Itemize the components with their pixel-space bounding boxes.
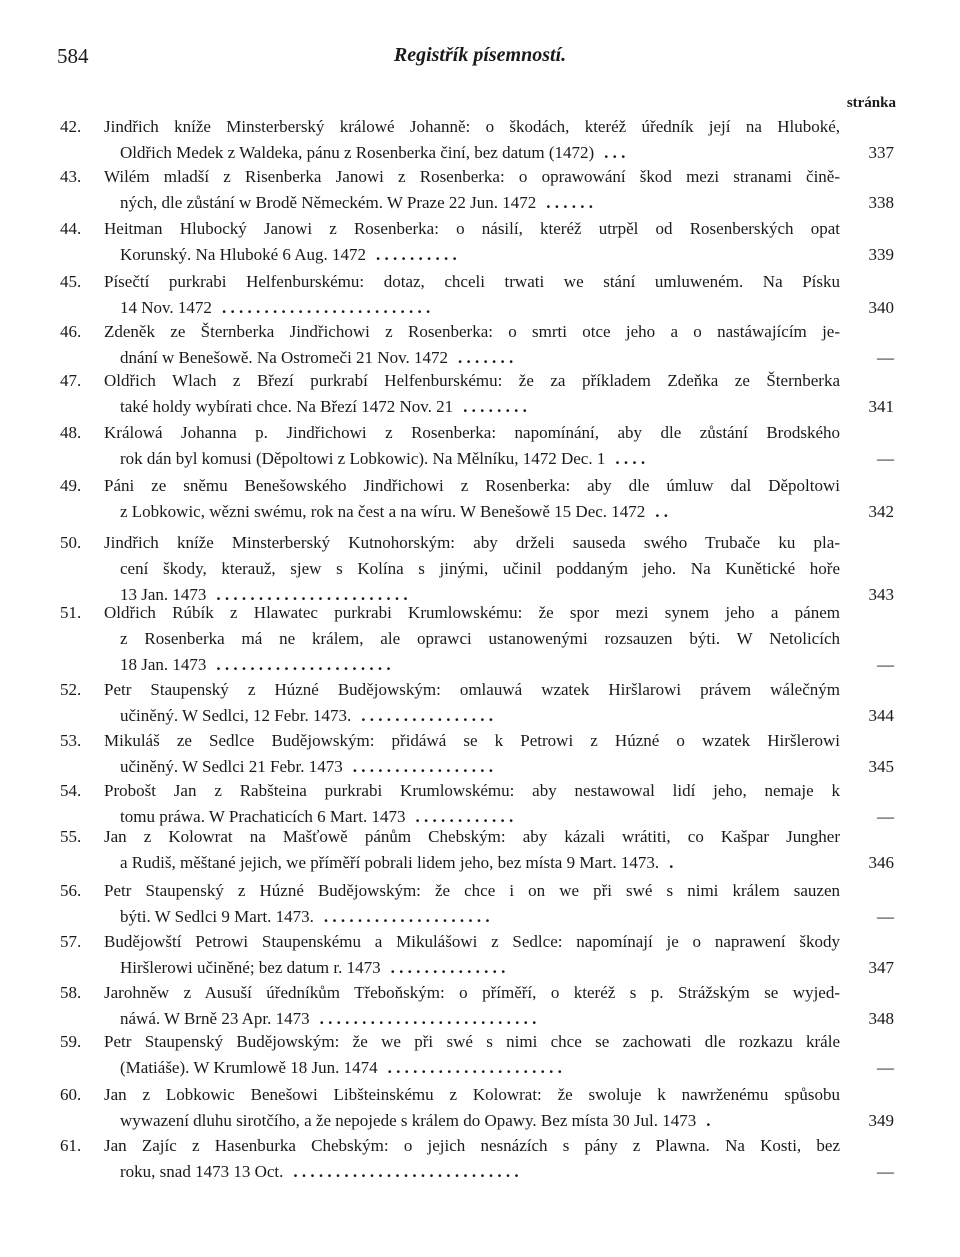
leader-dots: . . . . . . . . . . [376, 245, 457, 264]
leader-dots: . . . . [615, 449, 646, 468]
page-reference: — [877, 907, 894, 926]
page-reference: — [877, 449, 894, 468]
leader-dots: . . [655, 502, 669, 521]
entry-number: 55. [60, 827, 82, 846]
page-reference: 338 [868, 193, 894, 212]
page-reference: — [877, 1162, 894, 1181]
entry-text-line: Zdeněk ze Šternberka Jindřichowi z Rosenberka: o smrti otce jeho a o nastáwajícím je- [104, 322, 840, 341]
leader-dots: . [669, 853, 674, 872]
entry-number: 53. [60, 731, 82, 750]
page-reference: 349 [868, 1111, 894, 1130]
entry-text-line: rok dán byl komusi (Děpoltowi z Lobkowic). Na Mělníku, 1472 Dec. 1 [120, 449, 606, 468]
leader-dots: . . . . . . . . [463, 397, 527, 416]
page-number: 584 [57, 44, 89, 68]
entry-text-line: tomu práwa. W Prachaticích 6 Mart. 1473 [120, 807, 406, 826]
page-reference: 345 [868, 757, 894, 776]
entry-text-line: Jarohněw z Ausuší úředníkům Třeboňským: o příměří, o kteréž s p. Strážským se wyjed- [104, 983, 840, 1002]
entry-text-line: Wilém mladší z Risenberka Janowi z Rosenberka: o oprawowání škod mezi stranami čině- [104, 167, 840, 186]
page-reference: 343 [868, 585, 894, 604]
entry-number: 58. [60, 983, 82, 1002]
entry-text-line: Probošt Jan z Rabšteina purkrabi Krumlowskému: aby nestawowal lidí jeho, nemaje k [104, 781, 840, 800]
entry-text-line: Korunský. Na Hluboké 6 Aug. 1472 [120, 245, 367, 264]
entry-number: 43. [60, 167, 82, 186]
entry-text-line: wywazení dluhu sirotčího, a že nepojede s králem do Opawy. Bez místa 30 Jul. 1473 [120, 1111, 697, 1130]
entry-text-line: Králowá Johanna p. Jindřichowi z Rosenberka: napomínání, aby dle zůstání Brodského [104, 423, 840, 442]
leader-dots: . . . . . . . . . . . . . . . . . . . . [323, 907, 490, 926]
entry-text-line: Petr Staupenský Budějowským: že we při swé s nimi chce se zachowati dle rozkazu krále [104, 1032, 840, 1051]
entry-text-line: Oldřich Rúbík z Hlawatec purkrabi Krumlowskému: že spor mezi synem jeho a pánem [104, 603, 840, 622]
leader-dots: . . . . . . . . . . . . . . . . . [352, 757, 493, 776]
entry-text-line: Páni ze sněmu Benešowského Jindřichowi z Rosenberka: aby dle úmluw dal Děpoltowi [104, 476, 840, 495]
entry-text-line: dnání w Benešowě. Na Ostromeči 21 Nov. 1472 [120, 348, 448, 367]
entry-text-line: Oldřich Medek z Waldeka, pánu z Rosenberka činí, bez datum (1472) [120, 143, 595, 162]
leader-dots: . . . . . . . . . . . . . . . . [361, 706, 493, 725]
entry-text-line: z Lobkowic, wězni swému, rok na čest a na wíru. W Benešowě 15 Dec. 1472 [120, 502, 646, 521]
entry-number: 51. [60, 603, 82, 622]
entry-text-line: 18 Jan. 1473 [120, 655, 207, 674]
entry-number: 45. [60, 272, 82, 291]
entry-text-line: Mikuláš ze Sedlce Budějowským: přidáwá se k Petrowi z Húzné o wzatek Hiršlerowi [104, 731, 840, 750]
entry-text-line: z Rosenberka má ne králem, ale oprawci ustanowenými rozsauzen býti. W Netolicích [120, 629, 840, 648]
leader-dots: . . . . . . . . . . . . . . . . . . . . . . . . . [221, 298, 431, 317]
entry-number: 50. [60, 533, 82, 552]
entry-text-line: učiněný. W Sedlci 21 Febr. 1473 [120, 757, 343, 776]
entry-number: 44. [60, 219, 82, 238]
page-reference: 339 [868, 245, 894, 264]
entry-number: 52. [60, 680, 82, 699]
leader-dots: . . . . . . . . . . . . . . [390, 958, 506, 977]
leader-dots: . . . . . . . . . . . . [415, 807, 514, 826]
entry-text-line: Jindřich kníže Minsterberský králowé Johanně: o škodách, kteréž úředník její na Hluboké, [104, 117, 840, 136]
page-reference: 344 [868, 706, 894, 725]
entry-text-line: Budějowští Petrowi Staupenskému a Mikulášowi z Sedlce: napomínají je o naprawení škody [104, 932, 840, 951]
page-reference: 346 [868, 853, 894, 872]
entry-text-line: Jindřich kníže Minsterberský Kutnohorským: aby drželi sauseda swého Trubače ku pla- [104, 533, 840, 552]
page-reference: 347 [868, 958, 894, 977]
page-reference: — [877, 807, 894, 826]
page-header [0, 0, 960, 80]
page-reference: 341 [868, 397, 894, 416]
entry-text-line: roku, snad 1473 13 Oct. [120, 1162, 284, 1181]
entry-text-line: učiněný. W Sedlci, 12 Febr. 1473. [120, 706, 352, 725]
page-reference: — [877, 655, 894, 674]
page-reference: 337 [868, 143, 894, 162]
entry-text-line: Oldřich Wlach z Březí purkrabí Helfenburskému: že za příkladem Zdeňka ze Šternberka [104, 371, 840, 390]
entry-text-line: Jan z Kolowrat na Mašťowě pánům Chebským: aby kázali wrátiti, co Kašpar Jungher [104, 827, 840, 846]
leader-dots: . [706, 1111, 711, 1130]
leader-dots: . . . . . . . . . . . . . . . . . . . . . . . [216, 585, 408, 604]
entry-text-line: a Rudiš, měštané jejich, we příměří pobrali lidem jeho, bez místa 9 Mart. 1473. [120, 853, 660, 872]
page-reference: — [877, 348, 894, 367]
entry-text-line: Písečtí purkrabi Helfenburskému: dotaz, chceli trwati we stání umluweném. Na Písku [104, 272, 840, 291]
entry-number: 48. [60, 423, 82, 442]
entry-text-line: Heitman Hlubocký Janowi z Rosenberka: o násilí, kteréž utrpěl od Rosenberských opat [104, 219, 840, 238]
entry-text-line: Jan Zajíc z Hasenburka Chebským: o jejich nesnázích s pány z Plawna. Na Kosti, bez [104, 1136, 840, 1155]
entry-number: 60. [60, 1085, 82, 1104]
entry-text-line: 13 Jan. 1473 [120, 585, 207, 604]
entry-number: 54. [60, 781, 82, 800]
entry-text-line: náwá. W Brně 23 Apr. 1473 [120, 1009, 310, 1028]
leader-dots: . . . [604, 143, 626, 162]
page-reference: 340 [868, 298, 894, 317]
leader-dots: . . . . . . . . . . . . . . . . . . . . . . . . . . . [293, 1162, 519, 1181]
entry-text-line: býti. W Sedlci 9 Mart. 1473. [120, 907, 314, 926]
page-reference: — [877, 1058, 894, 1077]
leader-dots: . . . . . . . [457, 348, 514, 367]
entry-number: 42. [60, 117, 82, 136]
entry-text-line: Hiršlerowi učiněné; bez datum r. 1473 [120, 958, 381, 977]
column-label: stránka [846, 95, 896, 111]
leader-dots: . . . . . . [546, 193, 593, 212]
entry-number: 47. [60, 371, 82, 390]
entry-number: 49. [60, 476, 82, 495]
entry-text-line: Jan z Lobkowic Benešowi Libšteinskému z Kolowrat: že swoluje k nawrženému spůsobu [104, 1085, 840, 1104]
leader-dots: . . . . . . . . . . . . . . . . . . . . . [387, 1058, 562, 1077]
entry-text-line: také holdy wybírati chce. Na Březí 1472 Nov. 21 [120, 397, 454, 416]
entry-number: 59. [60, 1032, 82, 1051]
entry-text-line: (Matiáše). W Krumlowě 18 Jun. 1474 [120, 1058, 378, 1077]
running-title: Registřík písemností. [393, 44, 567, 66]
entry-text-line: Petr Staupenský z Húzné Budějowským: omlauwá wzatek Hiršlarowi právem wálečným [104, 680, 840, 699]
entry-number: 46. [60, 322, 82, 341]
entry-text-line: ných, dle zůstání w Brodě Německém. W Praze 22 Jun. 1472 [120, 193, 537, 212]
entry-number: 56. [60, 881, 82, 900]
leader-dots: . . . . . . . . . . . . . . . . . . . . . . . . . . [319, 1009, 537, 1028]
leader-dots: . . . . . . . . . . . . . . . . . . . . . [216, 655, 391, 674]
entry-text-line: cení škody, kterauž, sjew s Kolína s jinými, učinil poddaným jeho. Na Kunětické hoře [120, 559, 840, 578]
entry-number: 57. [60, 932, 82, 951]
entry-number: 61. [60, 1136, 82, 1155]
page-reference: 342 [868, 502, 894, 521]
entry-text-line: Petr Staupenský z Húzné Budějowským: že chce i on we při swé s nimi králem sauzen [104, 881, 840, 900]
entry-text-line: 14 Nov. 1472 [120, 298, 212, 317]
page-reference: 348 [868, 1009, 894, 1028]
